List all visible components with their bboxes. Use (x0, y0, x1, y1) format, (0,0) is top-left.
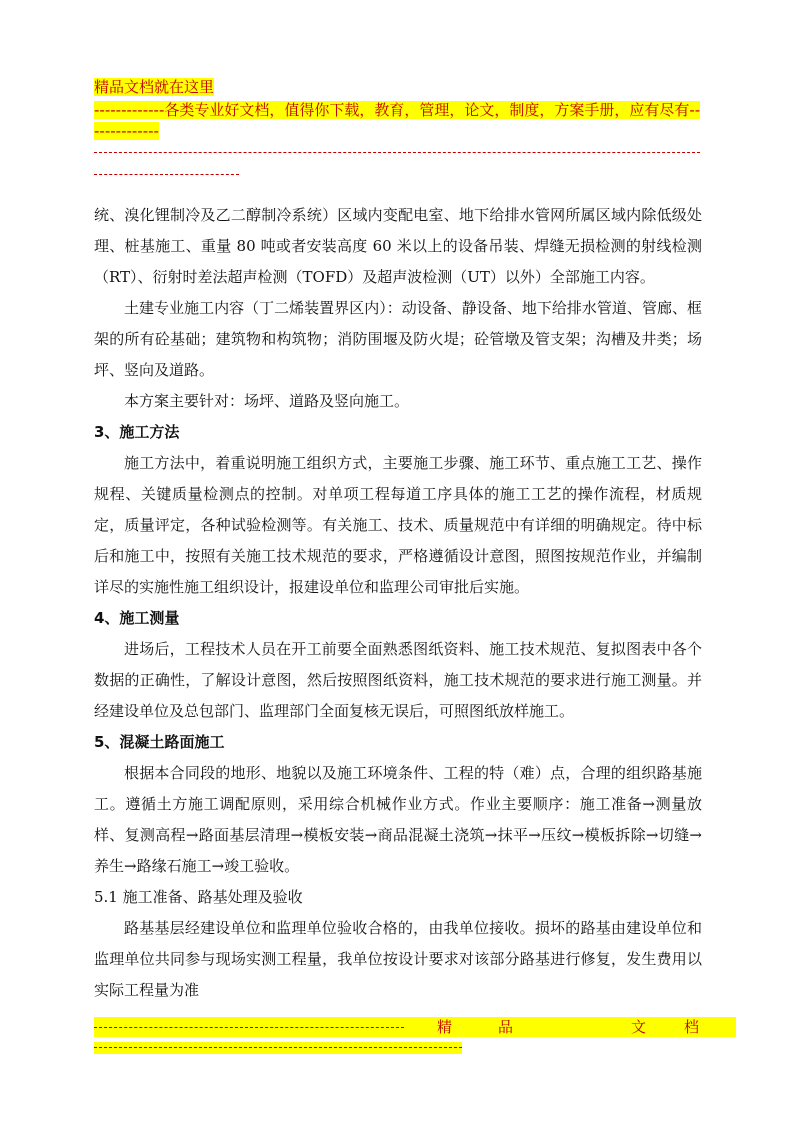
paragraph-plan-focus: 本方案主要针对：场坪、道路及竖向施工。 (124, 392, 410, 410)
document-body (94, 200, 702, 1006)
header-title-text: 精品文档就在这里 (94, 78, 215, 96)
section-heading-survey: 4、施工测量 (94, 609, 180, 627)
subsection-heading-preparation: 5.1 施工准备、路基处理及验收 (94, 888, 303, 906)
footer-word-4: 档 (684, 1018, 700, 1036)
footer-word-3: 文 (631, 1018, 647, 1036)
section-heading-concrete-pavement: 5、混凝土路面施工 (94, 733, 225, 751)
paragraph-survey: 进场后，工程技术人员在开工前要全面熟悉图纸资料、施工技术规范、复拟图表中各个数据的正确性，了解设计意图，然后按照图纸资料，施工技术规范的要求进行施工测量。并经建设单位及总包部门、监理部门全面复核无误后，可照图纸放样施工。 (94, 640, 702, 720)
footer-banner (94, 1017, 736, 1037)
header-subtitle-text: -------------各类专业好文档，值得你下载，教育，管理，论文，制度，方案手册，应有尽有-------------- (94, 101, 701, 140)
header-banner-subtitle (94, 100, 704, 142)
footer-word-1: 精 (437, 1018, 453, 1036)
header-banner-title (94, 77, 214, 97)
paragraph-concrete-pavement: 根据本合同段的地形、地貌以及施工环境条件、工程的特（难）点，合理的组织路基施工。遵循土方施工调配原则，采用综合机械作业方式。作业主要顺序：施工准备→测量放样、复测高程→路面基层清理→模板安装→商品混凝土浇筑→抹平→压纹→模板拆除→切缝→养生→路缘石施工→竣工验收。 (94, 764, 702, 875)
footer-dash-line (94, 1027, 404, 1028)
paragraph-civil-scope: 土建专业施工内容（丁二烯装置界区内）：动设备、静设备、地下给排水管道、管廊、框架的所有砼基础；建筑物和构筑物；消防围堰及防火堤；砼管墩及管支架；沟槽及井类；场坪、竖向及道路。 (94, 299, 702, 379)
header-divider-line (94, 152, 700, 153)
footer-word-2: 品 (498, 1018, 514, 1036)
footer-banner-second-line (94, 1042, 462, 1054)
paragraph-construction-method: 施工方法中，着重说明施工组织方式，主要施工步骤、施工环节、重点施工工艺、操作规程、关键质量检测点的控制。对单项工程每道工序具体的施工工艺的操作流程，材质规定，质量评定，各种试验检测等。有关施工、技术、质量规范中有详细的明确规定。待中标后和施工中，按照有关施工技术规范的要求，严格遵循设计意图，照图按规范作业，并编制详尽的实施性施工组织设计，报建设单位和监理公司审批后实施。 (94, 454, 702, 596)
paragraph-scope-continued: 统、溴化锂制冷及乙二醇制冷系统）区域内变配电室、地下给排水管网所属区域内除低级处理、桩基施工、重量 80 吨或者安装高度 60 米以上的设备吊装、焊缝无损检测的射线检测（RT）、衍射时差法超声检测（TOFD）及超声波检测（UT）以外）全部施工内容。 (94, 206, 702, 286)
section-heading-construction-method: 3、施工方法 (94, 423, 180, 441)
header-divider-line-short (94, 174, 239, 175)
footer-dash-line-second (94, 1047, 462, 1048)
paragraph-preparation: 路基基层经建设单位和监理单位验收合格的，由我单位接收。损坏的路基由建设单位和监理单位共同参与现场实测工程量，我单位按设计要求对该部分路基进行修复，发生费用以实际工程量为准 (94, 919, 702, 999)
